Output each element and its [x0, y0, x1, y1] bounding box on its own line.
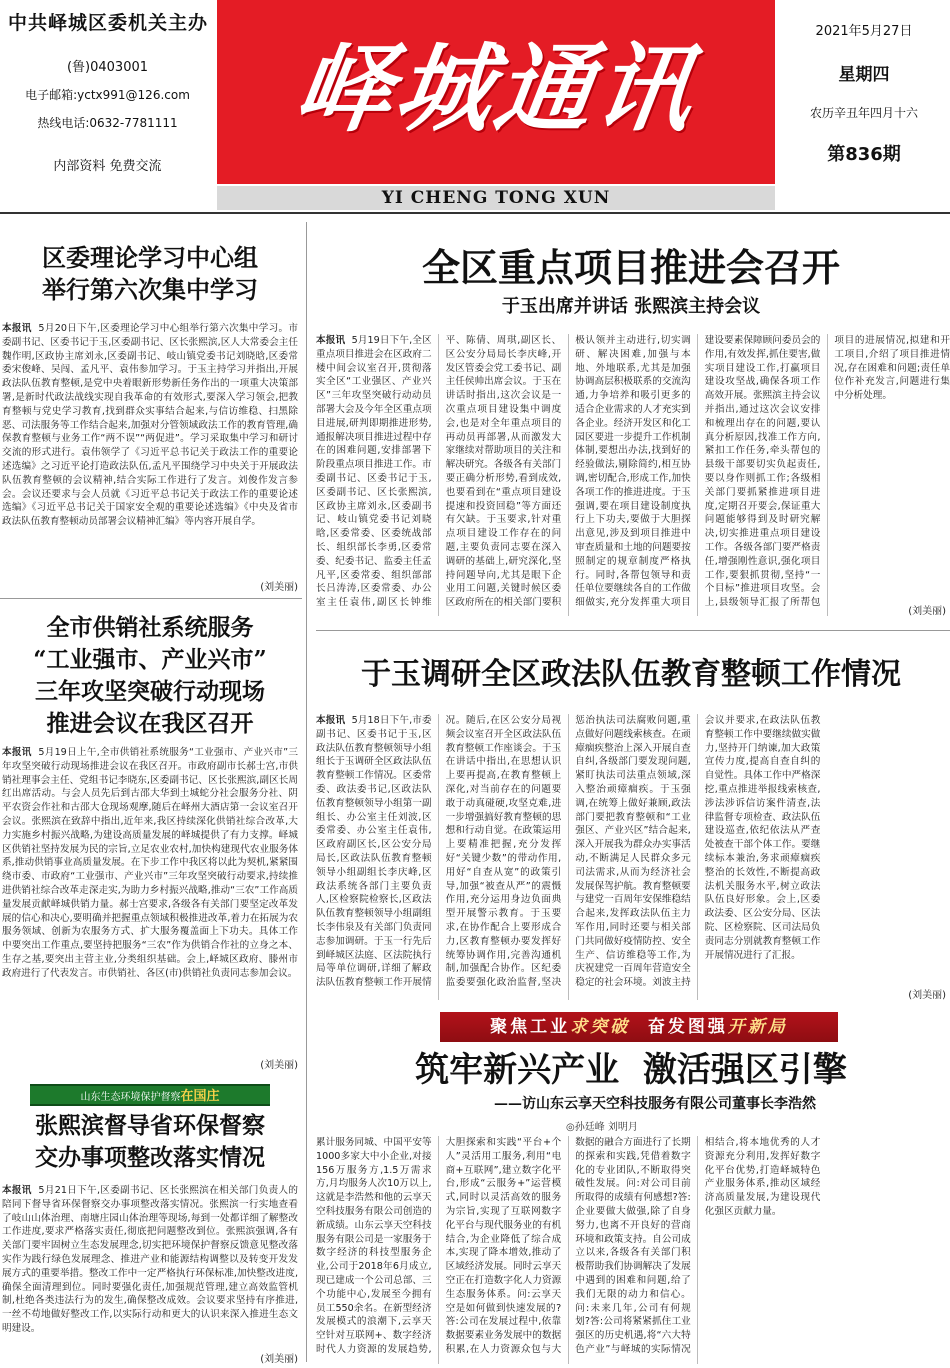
environment-banner [30, 1084, 270, 1106]
column-divider [306, 222, 307, 1362]
article-4-byline: (刘美丽) [908, 606, 946, 617]
article-4-text: 5月19日下午,全区重点项目推进会在区政府二楼中间会议室召开,贯彻落实全区“工业强区、产业兴区”三年攻坚突破行动动员部署大会及今年全区重点项目进展,研判即期推进形势,通报解决项目推进过程中存在的困难问题,安排部署下阶段重点项目推进工作。市委副书记、区委书记于玉,区委副书记、区长张熙滨,区政协主席刘永,区委副书记、岐山镇党委书记刘晓晗,区委常委、区委统战部长、组织部长李勇,区委常委、纪委书记、监委主任孟凡平,区委常委、组织部部长吕涛涛,区委常委、办公室主任袁伟,副区长钟维平、陈倩、周琪,副区长、区公安分局局长李庆峰,开发区管委会党工委书记、副主任侯帅出席会议。于玉在讲话时指出,这次会议是一次重点项目建设集中调度会,也是对全年重点项目的再动员再部署,从而激发大家继续对帮助项目的关注和解决研究。各级各有关部门要正确分析形势,看到成效,也要看到在“重点项目建设提速和投资回稳”等方面还有欠缺。于玉要求,针对重点项目建设工作存在的问题,主要负责同志要在深入调研的基础上,研究深化,坚持问题导向,尤其是眼下企业用工问题,关键时候区委区政府所在的相关部门要积极认领并主动进行,切实调研、解决困难,加强与本地、外地联系,尤其是加强协调高层积极联系的交流沟通,力争培养和吸引更多的适合企业需求的人才充实到各企业。经济开发区和化工园区要进一步提升工作机制体制,要想出办法,找到好的经验做法,剔除简约,相互协调,密切配合,形成工作,加快各项工作的推进进度。于玉强调,要在项目建设制度执行上下功夫,要做于大胆探出意见,涉及到项目推进中审查质量和土地的问题要按照制定的规章制度严格执行。同时,各帮包领导和责任单位要继续各自的工作做细做实,充分发挥重大项目建设要素保障顾问委员会的作用,有效发挥,抓住要害,做实项目建设工作,打赢项目建设攻坚战,确保各项工作高效开展。张熙滨主持会议并指出,通过这次会议安排和梳理出存在的问题,要认真分析原因,找准工作方向,紧扣工作任务,牵头帮包的县级干部要切实负起责任,要以身作则抓工作;各级相关部门要抓紧推进项目进度,定期召开要会,保证重大问题能够得到及时研究解决,切实推进重点项目建设工作。各级各部门要严格责任,增强刚性意识,强化项目工作,要狠抓贯彻,坚持“一个目标”推进项目攻坚。会上,县级领导汇报了所帮包项目的进展情况,拟建和开工项目,介绍了项目推进情况,存在困难和问题;责任单位作补充发言,问题进行集中分析处理。 [316, 335, 950, 609]
issue-date: 2021年5月27日 [815, 24, 913, 39]
article-5-text: 5月18日下午,市委副书记、区委书记于玉,区政法队伍教育整顿领导小组组长于玉调研全区政法队伍教育整顿工作情况。区委常委、政法委书记,区政法队伍教育整顿领导小组第一副组长、办公室主任刘波,区委常委、办公室主任袁伟,区政府副区长,区公安分局局长,区政法队伍教育整顿领导小组副组长李庆峰,区政法系统各部门主要负责人,区检察院检察长,区政法队伍教育整顿领导小组副组长李伟泉及有关部门负责同志参加调研。于玉一行先后到峄城区法庭、区法院执行局等单位调研,详细了解政法队伍教育整顿工作开展情况。随后,在区公安分局视频会议室召开全区政法队伍教育整顿工作座谈会。于玉在讲话中指出,在思想认识上要再提高,在教育整顿上深化,对当前存在的问题要敢于动真碰硬,攻坚克难,进一步增强搞好教育整顿的思想和行动自觉。在政策运用上要精准把握,充分发挥好“关键少数”的带动作用,用好“自查从宽”的政策引导,加强“被查从严”的震慑作用,充分运用身边负面典型开展警示教育。于玉要求,在协作配合上要形成合力,区教育整顿办要发挥好统筹协调作用,完善沟通机制,加强配合协作。区纪委监委要强化政治监督,坚决惩治执法司法腐败问题,重点做好问题线索核查。在顽瘴痼疾整治上深入开展自查自纠,各级部门要发现问题,紧盯执法司法重点领域,深入整治顽瘴痼疾。于玉强调,在统筹上做好兼顾,政法部门要把教育整顿和“工业强区、产业兴区”结合起来,深入开展我为群众办实事活动,不断满足人民群众多元司法需求,从而为经济社会发展保驾护航。教育整顿要与建党一百周年安保维稳结合起来,发挥政法队伍主力军作用,同时还要与相关部门共同做好疫情防控、安全生产、信访维稳等工作,为庆祝建党一百周年营造安全稳定的社会环境。刘波主持会议并要求,在政法队伍教育整顿工作中要继续做实做力,坚持开门纳谏,加大政策宣传力度,提高自查自纠的自觉性。具体工作中严格深挖,重点推进举报线索核查,涉法涉诉信访案件清查,法律监督专项检查、政法队伍建设巡查,依纪依法从严查处被查干部个体工作。要继续标本兼治,务求顽瘴痼疾整治的长效性,不断提高政法机关服务水平,树立政法队伍良好形象。会上,区委政法委、区公安分局、区法院、区检察院、区司法局负责同志分别就教育整顿工作开展情况进行了汇报。 [316, 715, 821, 989]
article-2-headline-line1: 全市供销社系统服务 [46, 614, 254, 641]
article-5-body [316, 714, 950, 1000]
issue-number: 第836期 [827, 144, 901, 165]
article-2-headline-line3: 三年攻坚突破行动现场 [35, 678, 265, 705]
masthead [0, 0, 950, 184]
focus-banner [440, 1012, 838, 1042]
registration-number: (鲁)0403001 [66, 60, 149, 75]
organizer: 中共峄城区委机关主办 [8, 12, 209, 34]
article-2-headline-line4: 推进会议在我区召开 [46, 710, 254, 737]
article-2-headline-line2: “工业强市、产业兴市” [33, 646, 267, 673]
article-2-byline: (刘美丽) [260, 1060, 298, 1071]
article-3-headline-line2: 交办事项整改落实情况 [35, 1144, 265, 1171]
article-3-headline-line1: 张熙滨督导省环保督察 [35, 1112, 265, 1139]
article-6-headline: 筑牢新兴产业 激活强区引擎 [415, 1050, 847, 1090]
article-3-lead: 本报讯 [2, 1185, 32, 1196]
email: 电子邮箱:yctx991@126.com [25, 88, 190, 102]
article-1-byline: (刘美丽) [260, 582, 298, 593]
focus-banner-text-1: 聚焦工业 [490, 1017, 571, 1037]
masthead-right-info [778, 0, 950, 184]
newspaper-title: 峄城通讯 [288, 32, 705, 145]
article-2-text: 5月19日上午,全市供销社系统服务“工业强市、产业兴市”三年攻坚突破行动现场推进会议在我区召开。市政府副市长郝士宫,市供销社理事会主任、党组书记李晓东,区委副书记、区长张熙滨,副区长周红出席活动。与会人员先后到古邵大华到土城蛇分社会服务分社、阴平农资会作社和古邵大仓现场观摩,随后在峄州大酒店第一会议室召开会议。张熙滨在致辞中指出,近年来,我区持续深化供销社综合改革,大力实施乡村振兴战略,为建设高质量发展的峄城提供了有力支撑。峄城区供销社坚持发展为民的宗旨,立足农业农村,加快构建现代农业服务体系,推动供销事业高质量发展。在下步工作中我区将以此为契机,紧紧围绕市委、市政府“工业强市、产业兴市”三年攻坚突破行动要求,持续推进供销社综合改革走深走实,为助力乡村振兴战略,推动“三农”工作高质量发展贡献峄城供销力量。郝士宫要求,各级各有关部门要坚定改革发展的信心和决心,要明确并把握重点领域积极推进改革,着力在拓展为农服务领域、创新为农服务方式、扩大服务覆盖面上下功夫。具体工作中要突出工作重点,要坚持把服务“三农”作为供销合作社的立身之本、生存之基,要突出主营主业,分类组织基础。会上,峄城区政府、滕州市政府进行了代表发言。市供销社、各区(市)供销社负责同志参加会议。 [2, 747, 298, 979]
article-6-authors: ◎孙廷峰 刘明月 [566, 1122, 638, 1133]
article-1-text: 5月20日下午,区委理论学习中心组举行第六次集中学习。市委副书记、区委书记于玉,区委副书记、区长张熙滨,区人大常委会主任魏作明,区政协主席刘永,区委副书记、岐山镇党委书记刘晓晗,区委常委宋俊峰、吴闯、孟凡平、袁伟参加学习。于玉主持学习并指出,开展政法队伍教育整顿,是党中央着眼新形势新任务作出的一项重大决策部署,是新时代政法战线实现自我革命的有效形式,要深入学习领会,把教育整顿与党史学习教育,找到群众实事结合起来,与信访维稳、扫黑除恶、司法服务等工作结合起来,加强对分管领域政法工作的教育管理,确保教育整顿与业务工作“两不误”“两促进”。学习采取集中学习和研讨交流的形式进行。袁伟领学了《习近平总书记关于政法工作的重要论述选编》之习近平论打造政法队伍,孟凡平围绕学习中央关于开展政法队伍教育整顿的会议精神,结合实际工作进行了发言。刘俊作发言参会。会议还要求与会人员就《习近平总书记关于政法工作的重要论述选编》《习近平总书记关于国家安全观的重要论述选编》《中央及省市政法队伍教育整顿动员部署会议精神汇编》等内容开展自学。 [2, 323, 298, 528]
environment-banner-highlight: 在国庄 [180, 1089, 220, 1104]
article-3-body [2, 1184, 298, 1352]
article-6-body: 累计服务同城、中国平安等1000多家大中小企业,对接156万服务方,1.5万需求方,月均服务人次10万以上,这就是李浩然和他的云享天空科技服务有限公司创造的新成绩。山东云享天空科技服务有限公司是一家服务于数字经济的科技型服务企业,公司于2018年6月成立,现已建成一个公司总部、三个功能中心,发展至今拥有员工550余名。在新型经济发展模式的浪潮下,云享天空针对互联网+、数字经济时代人力资源的发展趋势,大胆探索和实践“平台+个人”灵活用工服务,利用“电商+互联网”,建立数字化平台,形成“云服务+”运营模式,同时以灵活高效的服务为宗旨,实现了互联网数字化平台与现代服务业的有机结合,为企业降低了综合成本,实现了降本增效,推动了区域经济发展。同时云享天空正在打造数字化人力资源生态服务体系。问:云享天空是如何做到快速发展的?答:公司在发展过程中,依靠数据要素业务发展中的数据积累,在人力资源众包与大数据的融合方面进行了长期的探索和实践,凭借着数字化的专业团队,不断取得突破性发展。问:对公司目前所取得的成绩有何感想?答:企业要做大做强,除了自身努力,也离不开良好的营商环境和政策支持。自公司成立以来,各级各有关部门积极帮助我们协调解决了发展中遇到的困难和问题,给了我们无限的动力和信心。问:未来几年,公司有何规划?答:公司将紧紧抓住工业强区的历史机遇,将“六大特色产业”与峄城的实际情况相结合,将本地优秀的人才资源充分利用,发挥好数字化平台优势,打造峄城特色产业服务体系,推动区域经济高质量发展,为建设现代化强区贡献力量。 [316, 1137, 821, 1355]
article-2-headline [0, 612, 300, 740]
section-divider [0, 598, 302, 599]
article-4-headline: 全区重点项目推进会召开 [421, 245, 840, 290]
focus-banner-highlight-1: 求突破 [570, 1017, 631, 1037]
article-1-headline [0, 242, 300, 306]
article-3-headline [0, 1110, 300, 1174]
masthead-left-info [0, 0, 215, 184]
title-pinyin: YI CHENG TONG XUN [217, 186, 775, 210]
focus-banner-text-2: 奋发图强 [647, 1017, 728, 1037]
focus-banner-highlight-2: 开新局 [727, 1017, 788, 1037]
article-3-text: 5月21日下午,区委副书记、区长张熙滨在相关部门负责人的陪同下督导省环保督察交办事项整改落实情况。张熙滨一行实地查看了岐山山体治理、南塘庄园山体治理等现场,每到一处都详细了解整改工作进度,要求严格落实责任,彻底把问题整改到位。张熙滨强调,各有关部门要牢固树立生态发展理念,切实把环境保护督察反馈意见整改落实作为践行绿色发展理念、推进产业和能源结构调整以及转变开发发展方式的重要举措。整改工作中一定严格执行环保标准,加快整改进度,确保全面清理到位。同时要强化责任,加强规范管理,建立高效监管机制,杜绝各类违法行为的发生,确保整改成效。会议要求坚持有序推进,一丝不苟地做好整改工作,以实际行动和更大的认识来深入推进生态文明建设。 [2, 1185, 298, 1334]
article-4-subhead: 于玉出席并讲话 张熙滨主持会议 [501, 296, 761, 317]
article-2-body [2, 746, 298, 1064]
masthead-rule [0, 212, 950, 214]
article-3-byline: (刘美丽) [260, 1354, 298, 1365]
article-4-body [316, 334, 950, 616]
article-5-lead: 本报讯 [316, 715, 346, 726]
weekday: 星期四 [838, 65, 890, 85]
internal-note: 内部资料 免费交流 [53, 159, 162, 174]
article-1-lead: 本报讯 [2, 323, 32, 334]
article-4-lead: 本报讯 [316, 335, 346, 346]
article-6-subhead: ——访山东云享天空科技服务有限公司董事长李浩然 [494, 1096, 816, 1112]
lunar-date: 农历辛丑年四月十六 [809, 106, 918, 120]
section-divider [316, 630, 950, 631]
title-block [217, 0, 775, 184]
article-2-lead: 本报讯 [2, 747, 32, 758]
article-1-headline-line2: 举行第六次集中学习 [42, 275, 258, 304]
article-1-body [2, 322, 298, 578]
hotline: 热线电话:0632-7781111 [37, 116, 178, 130]
article-5-headline: 于玉调研全区政法队伍教育整顿工作情况 [361, 657, 901, 692]
environment-banner-text: 山东生态环境保护督察 [80, 1092, 181, 1103]
article-1-headline-line1: 区委理论学习中心组 [42, 243, 258, 272]
article-5-byline: (刘美丽) [908, 990, 946, 1001]
